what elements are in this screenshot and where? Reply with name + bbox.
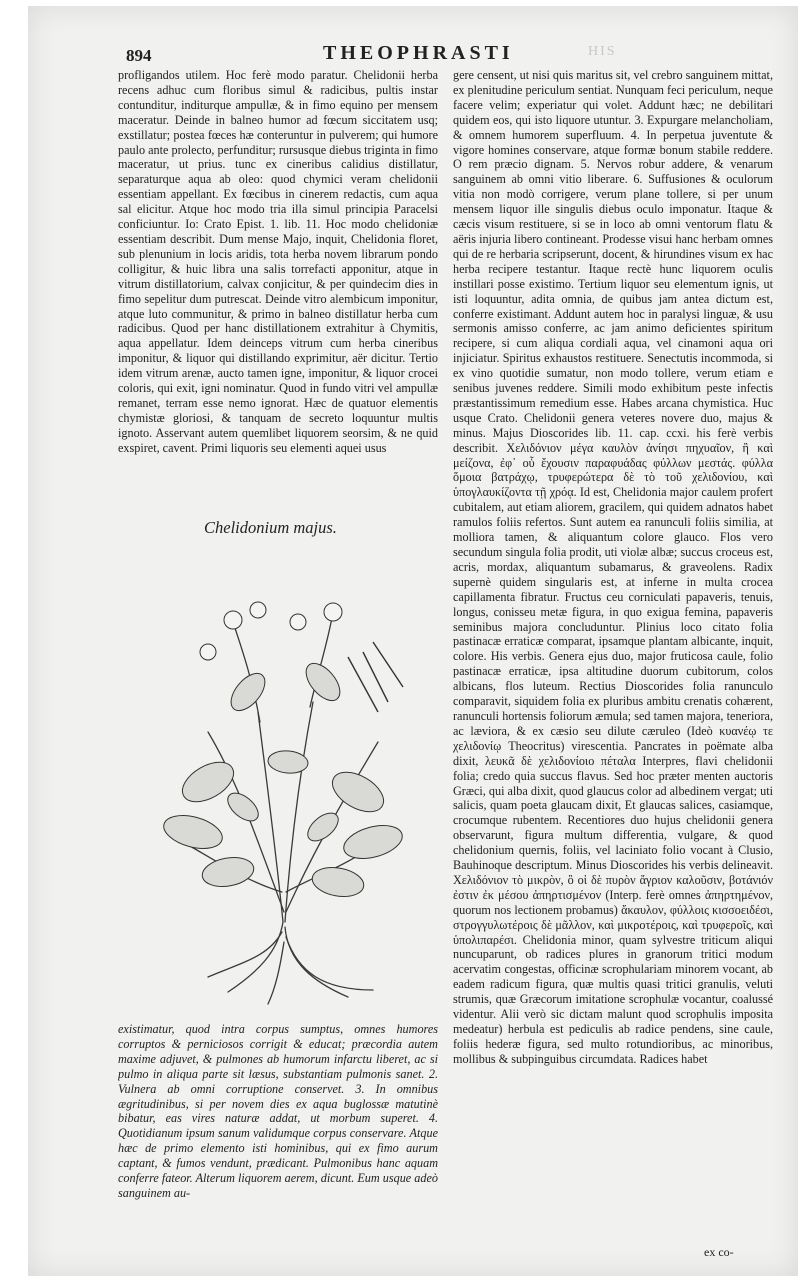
chelidonium-woodcut-illustration bbox=[148, 592, 418, 1012]
left-column-text-bottom bbox=[118, 1022, 438, 1258]
right-column-text bbox=[453, 68, 773, 1238]
paragraph: gere censent, ut nisi quis maritus sit, vel crebro sanguinem mittat, ex plenitudine periculum sentiat. Nunquam feci periculum, neque facere velim; experiatur qui volet. Addunt hæc; ne debilitari quidem eos, qui isto liquore utuntur. 3. Expurgare melancholiam, & omnem humorem superfluum. 4. In perpetua juventute & vigore homines conservare, atque formæ bonum stabile reddere. O rem præcio dignam. 5. Nervos robur addere, & venarum sanguinem ab omni vitio liberare. 6. Suffusiones & oculorum vitia non modò corrigere, verum plane tollere, si per unum mensem liquor ille singulis diebus oculo imponatur. Itaque & cæcis visum restituere, si se in loco ab omni ventorum flatu & aëris injuria libero contineant. Prodesse visui hanc herbam omnes qui de re herbaria scripserunt, docent, & hirundines visum ex hac herba recipere testantur. Itaque rectè hunc liquorem oculis instillari posse existimo. Tertium liquor seu elementum ignis, ut isti loquuntur, adita omnia, de quibus jam antea dictum est, conferre existimant. Addunt autem hoc in paralysi linguæ, & usu sermonis amisso conferre, ac jam animo deficientes spiritum recipere, si cum aliqua cordiali aqua, vel cinamoni aqua ori injiciatur. Spiritus exhaustos restituere. Senectutis incommoda, si ex vino quotidie sumatur, non modo tollere, verum etiam e senibus juvenes reddere. Simili modo exhibitum peste infectis præstantissimum remedium esse. Habes arcana chymistica. Huc usque Crato. Chelidonii genera veteres novere duo, majus & minus. Majus Dioscorides lib. 11. cap. ccxi. his ferè verbis describit. Χελιδόνιον μέγα καυλὸν ἀνίησι πηχυαῖον, ἢ καὶ μείζονα, ἐφ᾽ οὗ ἔχουσιν παραφυάδας φύλλων μεστάς. φύλλα ὅμοια βατράχῳ, τρυφερώτερα δὲ τὸ τοῦ χελιδονίου, καὶ ὑπογλαυκίζοντα τῇ χρόᾳ. Id est, Chelidonia major caulem profert cubitalem, aut etiam aliorem, gracilem, qui quidem adnatos habet ramulos foliis refertos. Sunt autem ea ranunculi foliis similia, at molliora tamen, & aliquantum colore glauco. Flos vero secundum singula folia prodit, uti violæ albæ; succus croceus est, acris, mordax, aliquantum subamarus, & graveolens. Radix supernè quidem singularis est, at inferne in multa crocea capillamenta fibratur. Fructus ceu corniculati papaveris, tenuis, longus, conisseu metæ figura, in quo exigua femina, papaveris seminibus majora concluduntur. Plinius loco citato folia pastinacæ erraticæ comparat, ipsamque plantam albicante, inquit, colore. His verbis. Genera ejus duo, major fruticosa caule, folio pastinacæ erraticæ, ipsa altitudine duorum cubitorum, colos albicans, flos luteum. Rectius Dioscorides folia ranunculo comparavit, siquidem folia ex pluribus ambitu crenatis cohærent, ranunculi hortensis foliorum æmula; sed tamen majora, teneriora, ac læviora, & ex cæsio seu dilute cæruleo (Ideò κυανέῳ τε χελιδονίῳ Theocritus) virescentia. Pancrates in poëmate alba dixit, λευκᾶ δὲ χελιδονίοιο πέταλα Interpres, flavi chelidonii folia; credo quia succus flavus. Sed hoc præter menten auctoris Græci, qui alba dixit, quod glaucus color ad albedinem vergat; uti salicis, quam poeta glaucam dixit, Et glaucas salices, casiamque, crocumque rubentem. Recentiores duo hujus chelidonii genera observarunt, figura multum differentia, vulgare, & quod chelidonium quernis, foliis, vel laciniato folio vocant à Clusio, Bauhinoque descriptum. Minus Dioscorides his verbis delineavit. Χελιδόνιον τὸ μικρὸν, ὃ οἱ δὲ πυρὸν ἄγριον καλοῦσιν, βοτάνιόν ἐστιν ἐκ μέσου ἀπηρτισμένον (Interp. ferè omnes ἀπηρτημένον, quorum nos lectionem probamus) ἄκαυλον, φύλλοις κισσοειδέσι, στρογγυλωτέροις δὲ μᾶλλον, καὶ μικροτέροις, καὶ τρυφεροῖς, καὶ ὑπολιπαρέσι. Chelidonia minor, quam sylvestre triticum aliqui nuncuparunt, ob radices plures in granorum tritici modum acervatim congestas, officinæ scrophulariam minorem vocant, ab eadem radicum figura, quæ multis quasi tritici granulis, veluti strumis, quæ Græcorum imitatione scrophulæ vocantur, coalussé videntur. Alii verò sic dictam malunt quod scrophulis imposita medeatur) herbula est pediculis ab radice pendens, sine caule, foliis hederæ figura, sed multo rotundioribus, ac minoribus, mollibus & subpinguibus circumdata. Radices habet bbox=[453, 68, 773, 1066]
bleed-through-head: HIS bbox=[588, 44, 617, 59]
figure-caption: Chelidonium majus. bbox=[204, 518, 337, 537]
catchword: ex co- bbox=[704, 1245, 734, 1259]
paragraph: profligandos utilem. Hoc ferè modo paratur. Chelidonii herba recens adhuc cum floribus simul & radicibus, pultis instar contunditur, inditurque ampullæ, & in fimo equino per mensem maceratur. Deinde in balneo humor ad fœcum siccitatem usq; exstillatur; postea fœces hæ conteruntur in pulverem; qui humore paulo ante prolecto, perfunditur; rursusque diebus triginta in fimo maceratur, ut prius. tunc ex cineribus calidius distillatur, separaturque aqua ab oleo: quod chymici veram chelidonii essentiam appellant. Ex fœcibus in cinerem redactis, cum aqua sal elicitur. Atque hoc modo tria illa simul principia Paracelsi conficiuntur. Io: Crato Epist. 1. lib. 11. Hoc modo chelidoniæ essentiam describit. Dum mense Majo, inquit, Chelidonia floret, sub plenunium in locis aridis, tota herba novem librarum pondo colligitur, & huic libra una salis torrefacti apponitur, atque in vitrum distillatorium, calvax conjicitur, & per quindecim dies in fimo sepelitur dum putrescat. Deinde vitro alembicum imponitur, atque luto communitur, & primo in balneo distillatur herba cum radicibus. Quod per hanc distillationem extrahitur à Chymitis, aqua appellatur. Idem deinceps vitrum cum herba cineribus imponitur, & liquor qui distillando exprimitur, aër dicitur. Tertio idem vitrum arenæ, aucto tamen igne, imponitur, & liquor crocei coloris, qui exit, igni nominatur. Quod in fundo vitri vel ampullæ remanet, terram esse nemo ignorat. Hæc de quatuor elementis chymistæ gloriosi, & tanquam de secreto loquuntur multis ignoto. Asservant autem quemlibet liquorem seorsim, & ne quid exspiret, cavent. Primi liquoris seu elementi aquei usus bbox=[118, 68, 438, 455]
page-number: 894 bbox=[126, 46, 152, 65]
book-page bbox=[28, 6, 798, 1276]
left-column-text-top bbox=[118, 68, 438, 493]
paragraph: existimatur, quod intra corpus sumptus, omnes humores corruptos & perniciosos corrigit & educat; præcordia autem maxime adjuvet, & pulmones ab humorum infarctu liberet, ac si pulmo in aliqua parte sit læsus, substantiam pulmonis sanet. 2. Vulnera ab omni corruptione conservet. 3. In omnibus ægritudinibus, si per novem dies ex aqua buglossæ matutinè bibatur, eas vires naturæ addat, ut morbum superet. 4. Quotidianum ipsum sanum validumque corpus conservare. Atque hæc de primo elemento isti hominibus, qui ex fimo aurum captant, & fumos vendunt, prædicant. Pulmonibus hanc aquam conferre fateor. Alterum liquorem aerem, dicunt. Eum usque adeò sanguinem au- bbox=[118, 1022, 438, 1200]
running-head: THEOPHRASTI bbox=[323, 42, 514, 64]
